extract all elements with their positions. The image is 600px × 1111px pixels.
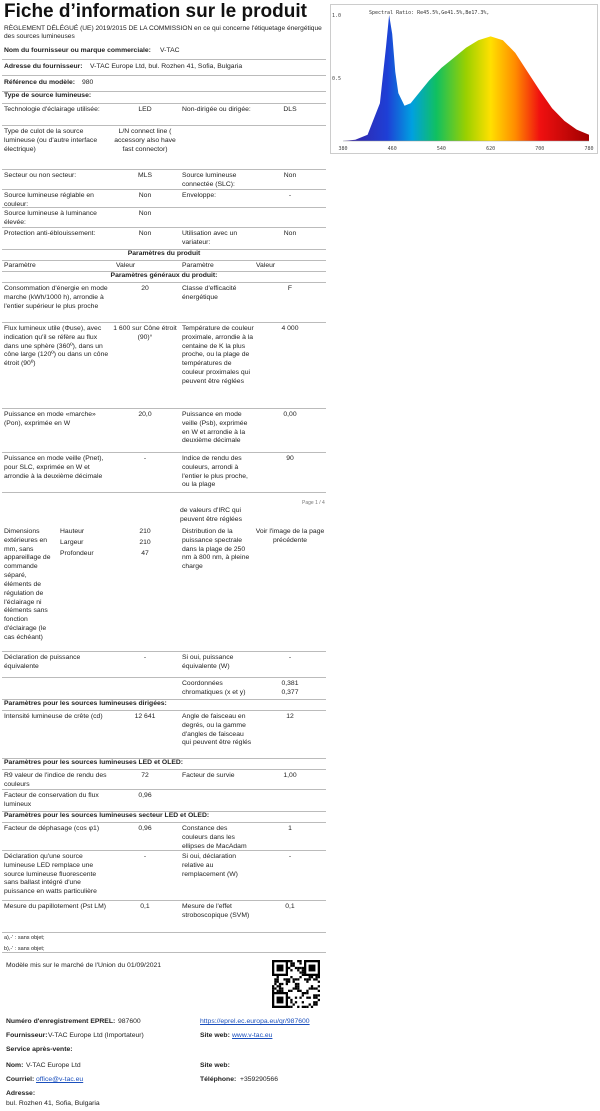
type-row [2,208,326,228]
general-param-2: Classe d'efficacité énergétique [182,285,237,301]
led-row [2,790,326,812]
type-param-1: Secteur ou non secteur: [4,172,77,179]
regulation-subtitle: RÈGLEMENT DÉLÉGUÉ (UE) 2019/2015 DE LA COMMISSION en ce qui concerne l'étiquetage énergétique des sources lumineuses [4,25,322,41]
general-row [2,283,326,323]
type-row [2,126,326,170]
led-value-1: 72 [141,772,149,779]
mains-param-2: Si oui, déclaration relative au remplacement (W) [182,853,238,878]
general-value-1: - [143,455,147,462]
page-title: Fiche d’information sur le produit [4,1,307,22]
col-header-param-2: Paramètre [182,262,214,269]
type-value-1: LED [138,106,152,113]
equivalence-param-1: Déclaration de puissance équivalente [4,654,81,670]
chart-title: Spectral Ratio: Re45.5%,Ge41.5%,Be17.3%, [369,10,490,16]
mains-param-1: Mesure du papillotement (Pst LM) [4,903,106,910]
type-value-1: Non [138,210,152,217]
y-tick-label: 1.0 [332,13,342,19]
general-param-1: Puissance en mode «marche» (Pon), exprimée en W [4,411,96,427]
dimension-name: Profondeur [60,550,94,557]
supplier-name-row [2,44,326,60]
mains-param-1: Déclaration qu'une source lumineuse LED remplace une source lumineuse fluorescente sans ballast intégré d'une puissance en watts particulière [4,853,97,896]
led-param-2: Facteur de survie [182,772,235,779]
x-tick-label: 780 [584,146,594,152]
dimension-value: 47 [141,550,149,557]
general-param-1: Consommation d'énergie en mode marche (kWh/1000 h), arrondie à l'entier supérieur le plus proche [4,285,108,310]
directed-param-1: Intensité lumineuse de crête (cd) [4,713,103,720]
type-row [2,170,326,190]
supplier-address-value: V-TAC Europe Ltd, bul. Rozhen 41, Sofia, Bulgaria [90,63,243,70]
type-param-2: Source lumineuse connectée (SLC): [182,172,237,188]
mains-param-2: Mesure de l'effet stroboscopique (SVM) [182,903,250,919]
type-param-1: Type de culot de la source lumineuse (ou d'autre interface électrique) [4,128,98,153]
general-value-1: 20 [141,285,149,292]
eprel-link[interactable]: https://eprel.ec.europa.eu/qr/987600 [200,1018,310,1025]
type-value-1: Non [138,192,152,199]
type-value-2: Non [283,230,297,237]
general-value-1: 20,0 [138,411,152,418]
type-value-2: Non [283,172,297,179]
directed-param-2: Angle de faisceau en degrés, ou la gamme d'angles de faisceau qui peuvent être réglés [182,713,252,747]
type-row [2,104,326,126]
general-value-2: 90 [286,455,294,462]
directed-section-heading: Paramètres pour les sources lumineuses dirigées: [2,700,326,711]
dimensions-label: Dimensions extérieures en mm, sans appareillage de commande séparé, éléments de régulation de l'éclairage ni éléments sans fonction d'éclairage (le cas échéant) [4,528,51,641]
supplier-web-label: Site web: [200,1032,230,1039]
mains-value-2: - [288,853,292,860]
dimension-name: Largeur [60,539,84,546]
col-header-value-1: Valeur [116,262,136,269]
column-header-row [2,261,326,272]
service-mail-link[interactable]: office@v-tac.eu [36,1076,84,1083]
supplier-address-row [2,60,326,76]
general-params-heading: Paramètres généraux du produit: [2,272,326,283]
supplier-address-label: Adresse du fournisseur: [4,63,83,70]
x-tick-label: 380 [338,146,348,152]
mains-value-1: - [143,853,147,860]
general-param-2: Température de couleur proximale, arrondie à la centaine de K la plus proche, ou la plage de températures de couleur proximales qui peuvent être réglées [182,325,254,385]
type-row [2,228,326,250]
mains-value-1: 0,1 [140,903,150,910]
general-row [2,453,326,493]
cri-range-continued: de valeurs d'IRC qui peuvent être réglées [180,507,242,523]
service-name-label: Nom: [6,1062,24,1069]
col-header-value-2: Valeur [256,262,276,269]
dimension-value: 210 [139,539,151,546]
service-name-value: V-TAC Europe Ltd [26,1062,81,1069]
footnote: a),-' : sans objet; [4,935,45,941]
type-param-2: Enveloppe: [182,192,217,199]
directed-value-2: 12 [286,713,294,720]
type-row [2,190,326,208]
type-param-1: Source lumineuse réglable en couleur: [4,192,94,208]
type-value-1: Non [138,230,152,237]
mains-value-2: 0,1 [285,903,295,910]
directed-row [2,711,326,759]
supplier-name-label: Nom du fournisseur ou marque commerciale: [4,47,151,54]
equivalence-row [2,652,326,678]
led-value-2: 1,00 [283,772,297,779]
x-tick-label: 700 [535,146,545,152]
supplier-label: Fournisseur: [6,1032,48,1039]
eprel-label: Numéro d'enregistrement EPREL: [6,1018,116,1025]
mains-value-1: 0,96 [138,825,152,832]
general-param-2: Indice de rendu des couleurs, arrondi à l'entier le plus proche, ou la plage [182,455,248,489]
service-address-value: bul. Rozhen 41, Sofia, Bulgaria [6,1100,100,1107]
mains-value-2: 1 [288,825,292,832]
general-value-2: 4 000 [281,325,299,332]
service-title: Service après-vente: [6,1046,73,1053]
type-param-2: Non-dirigée ou dirigée: [182,106,251,113]
type-value-2: - [288,192,292,199]
service-web-label: Site web: [200,1062,230,1069]
type-value-1: L/N connect line ( accessory also have fast connector) [114,128,176,153]
mains-section-heading: Paramètres pour les sources lumineuses secteur LED et OLED: [2,812,326,823]
dimension-value: 210 [139,528,151,535]
equivalence-value-1: - [143,654,147,661]
led-row [2,770,326,790]
col-header-param-1: Paramètre [4,262,36,269]
page-number: Page 1 / 4 [302,500,325,506]
market-date: Modèle mis sur le marché de l'Union du 01/09/2021 [6,962,162,969]
type-param-2: Utilisation avec un variateur: [182,230,238,246]
equivalence-row [2,678,326,700]
spectrum-chart [330,4,598,154]
led-value-1: 0,96 [138,792,152,799]
spectral-distribution-label: Distribution de la puissance spectrale dans la plage de 250 nm à 800 nm, à pleine charge [182,528,250,571]
type-param-1: Technologie d'éclairage utilisée: [4,106,100,113]
equivalence-param-2: Si oui, puissance équivalente (W) [182,654,234,670]
mains-param-1: Facteur de déphasage (cos φ1) [4,825,100,832]
general-row [2,323,326,409]
type-param-1: Protection anti-éblouissement: [4,230,96,237]
x-tick-label: 460 [387,146,397,152]
general-param-2: Puissance en mode veille (Psb), exprimée en W et arrondie à la deuxième décimale [182,411,248,445]
product-params-heading: Paramètres du produit [2,250,326,261]
footnote: b),-' : sans objet; [4,946,45,952]
model-ref-value: 980 [82,79,94,86]
qr-code-icon[interactable] [272,960,320,1008]
led-param-1: Facteur de conservation du flux lumineux [4,792,99,808]
service-address-label: Adresse: [6,1090,36,1097]
type-param-1: Source lumineuse à luminance élevée: [4,210,97,226]
service-mail-label: Courriel: [6,1076,35,1083]
general-param-1: Puissance en mode veille (Pnet), pour SLC, exprimée en W et arrondie à la deuxième décimale [4,455,104,480]
mains-row [2,851,326,901]
service-phone-label: Téléphone: [200,1076,237,1083]
model-ref-label: Référence du modèle: [4,79,76,86]
type-value-1: MLS [138,172,152,179]
dimensions-row [2,526,326,652]
led-section-heading: Paramètres pour les sources lumineuses LED et OLED: [2,759,326,770]
supplier-web-link[interactable]: www.v-tac.eu [232,1032,273,1039]
mains-param-2: Constance des couleurs dans les ellipses de MacAdam [182,825,247,850]
type-section-heading: Type de source lumineuse: [2,92,326,104]
mains-row [2,901,326,933]
general-row [2,409,326,453]
equivalence-param-2: Coordonnées chromatiques (x et y) [182,680,246,696]
general-param-1: Flux lumineux utile (Φuse), avec indication qu'il se réfère au flux dans une sphère (360º), dans un cône large (120º) ou dans un cône étroit (90º) [4,325,109,368]
mains-row [2,823,326,851]
general-value-2: F [287,285,293,292]
model-ref-row [2,76,326,92]
x-tick-label: 540 [436,146,446,152]
supplier-value: V-TAC Europe Ltd (Importateur) [48,1032,144,1039]
spectrum-chart-svg [331,5,597,153]
x-tick-label: 620 [486,146,496,152]
supplier-name-value: V-TAC [160,47,180,54]
general-value-1: 1 600 sur Cône étroit (90)° [113,325,177,341]
equivalence-value-2: 0,381 0,377 [281,680,299,696]
general-value-2: 0,00 [283,411,297,418]
led-param-1: R9 valeur de l'indice de rendu des couleurs [4,772,107,788]
y-tick-label: 0.5 [332,76,342,82]
equivalence-value-2: - [288,654,292,661]
service-phone-value: +359290566 [240,1076,278,1083]
spectrum-area [343,15,589,141]
spectral-distribution-value: Voir l'image de la page précédente [255,528,325,544]
footer-divider [2,952,326,953]
eprel-value: 987600 [118,1018,141,1025]
type-value-2: DLS [283,106,297,113]
directed-value-1: 12 641 [134,713,156,720]
dimension-name: Hauteur [60,528,85,535]
